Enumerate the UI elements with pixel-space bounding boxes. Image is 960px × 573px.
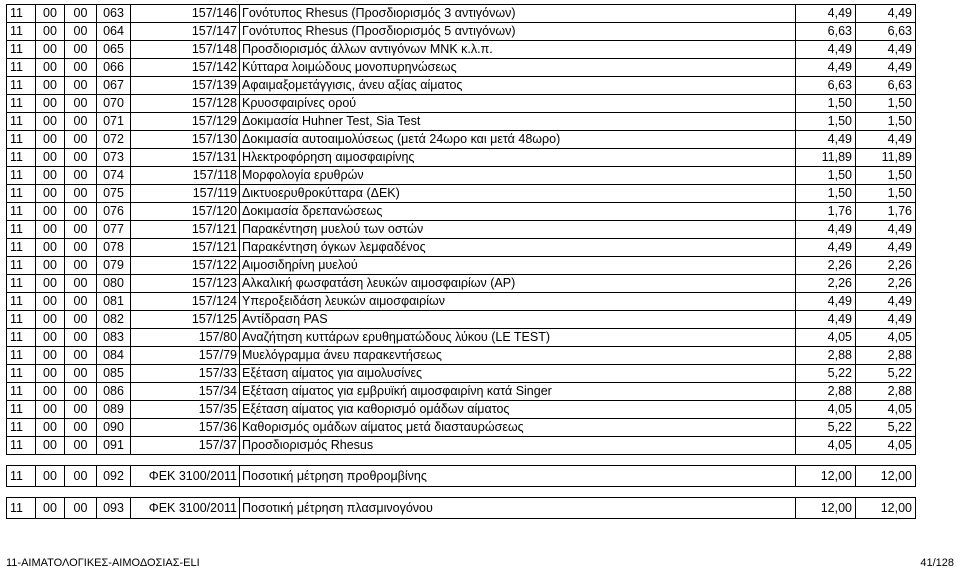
cell-code-part-3: 00 bbox=[65, 498, 97, 519]
cell-reference: 157/119 bbox=[131, 185, 240, 203]
table-row bbox=[7, 293, 916, 311]
cell-description: Δοκιμασία αυτοαιμολύσεως (μετά 24ωρο και μετά 48ωρο) bbox=[240, 131, 796, 149]
cell-price-2: 1,50 bbox=[856, 167, 916, 185]
cell-code-part-1: 11 bbox=[7, 347, 36, 365]
table-row bbox=[7, 77, 916, 95]
cell-description: Αιμοσιδηρίνη μυελού bbox=[240, 257, 796, 275]
cell-price-1: 4,49 bbox=[796, 59, 856, 77]
cell-code-part-1: 11 bbox=[7, 275, 36, 293]
cell-price-1: 1,50 bbox=[796, 185, 856, 203]
cell-price-2: 12,00 bbox=[856, 498, 916, 519]
cell-code-number: 091 bbox=[97, 437, 131, 455]
table-row bbox=[7, 466, 916, 487]
cell-price-1: 4,49 bbox=[796, 311, 856, 329]
cell-code-number: 072 bbox=[97, 131, 131, 149]
cell-description: Υπεροξειδάση λευκών αιμοσφαιρίων bbox=[240, 293, 796, 311]
cell-description: Ποσοτική μέτρηση πλασμινογόνου bbox=[240, 498, 796, 519]
cell-description: Δοκιμασία Huhner Test, Sia Test bbox=[240, 113, 796, 131]
cell-description: Αφαιμαξομετάγγισις, άνευ αξίας αίματος bbox=[240, 77, 796, 95]
table-row bbox=[7, 23, 916, 41]
cell-code-part-3: 00 bbox=[65, 77, 97, 95]
table-row bbox=[7, 95, 916, 113]
cell-price-2: 4,49 bbox=[856, 239, 916, 257]
cell-price-2: 1,76 bbox=[856, 203, 916, 221]
cell-description: Αλκαλική φωσφατάση λευκών αιμοσφαιρίων (AP) bbox=[240, 275, 796, 293]
cell-code-part-1: 11 bbox=[7, 95, 36, 113]
cell-code-part-2: 00 bbox=[36, 365, 65, 383]
cell-description: Κύτταρα λοιμώδους μονοπυρηνώσεως bbox=[240, 59, 796, 77]
cell-code-part-1: 11 bbox=[7, 41, 36, 59]
cell-code-number: 084 bbox=[97, 347, 131, 365]
cell-price-1: 4,05 bbox=[796, 401, 856, 419]
cell-code-part-2: 00 bbox=[36, 77, 65, 95]
cell-code-number: 081 bbox=[97, 293, 131, 311]
cell-price-1: 4,49 bbox=[796, 5, 856, 23]
table-row bbox=[7, 167, 916, 185]
cell-price-2: 2,26 bbox=[856, 275, 916, 293]
cell-code-number: 090 bbox=[97, 419, 131, 437]
cell-reference: 157/129 bbox=[131, 113, 240, 131]
cell-price-2: 4,49 bbox=[856, 41, 916, 59]
cell-price-1: 5,22 bbox=[796, 365, 856, 383]
cell-code-part-3: 00 bbox=[65, 347, 97, 365]
cell-reference: 157/142 bbox=[131, 59, 240, 77]
cell-reference: 157/130 bbox=[131, 131, 240, 149]
cell-code-number: 075 bbox=[97, 185, 131, 203]
cell-price-1: 11,89 bbox=[796, 149, 856, 167]
cell-description: Αντίδραση PAS bbox=[240, 311, 796, 329]
cell-code-part-1: 11 bbox=[7, 131, 36, 149]
cell-price-1: 12,00 bbox=[796, 498, 856, 519]
cell-code-number: 080 bbox=[97, 275, 131, 293]
cell-price-1: 4,49 bbox=[796, 41, 856, 59]
cell-price-2: 11,89 bbox=[856, 149, 916, 167]
cell-code-part-1: 11 bbox=[7, 167, 36, 185]
cell-reference: 157/120 bbox=[131, 203, 240, 221]
cell-code-part-1: 11 bbox=[7, 498, 36, 519]
cell-code-part-1: 11 bbox=[7, 113, 36, 131]
cell-code-number: 078 bbox=[97, 239, 131, 257]
cell-price-1: 6,63 bbox=[796, 23, 856, 41]
cell-description: Ποσοτική μέτρηση προθρομβίνης bbox=[240, 466, 796, 487]
cell-code-part-2: 00 bbox=[36, 293, 65, 311]
cell-description: Εξέταση αίματος για εμβρυϊκή αιμοσφαιρίνη κατά Singer bbox=[240, 383, 796, 401]
table-row bbox=[7, 5, 916, 23]
cell-reference: 157/124 bbox=[131, 293, 240, 311]
cell-code-number: 082 bbox=[97, 311, 131, 329]
cell-price-1: 2,88 bbox=[796, 347, 856, 365]
price-table bbox=[6, 4, 916, 519]
cell-code-part-2: 00 bbox=[36, 167, 65, 185]
cell-code-part-3: 00 bbox=[65, 95, 97, 113]
cell-price-2: 1,50 bbox=[856, 95, 916, 113]
cell-code-part-2: 00 bbox=[36, 419, 65, 437]
cell-price-2: 4,05 bbox=[856, 437, 916, 455]
cell-code-part-1: 11 bbox=[7, 77, 36, 95]
cell-code-part-1: 11 bbox=[7, 293, 36, 311]
table-row bbox=[7, 347, 916, 365]
table-row bbox=[7, 498, 916, 519]
cell-code-part-3: 00 bbox=[65, 203, 97, 221]
cell-code-part-1: 11 bbox=[7, 466, 36, 487]
cell-reference: 157/146 bbox=[131, 5, 240, 23]
cell-code-part-3: 00 bbox=[65, 239, 97, 257]
cell-code-number: 076 bbox=[97, 203, 131, 221]
cell-price-2: 4,49 bbox=[856, 59, 916, 77]
cell-code-part-1: 11 bbox=[7, 23, 36, 41]
cell-code-part-3: 00 bbox=[65, 437, 97, 455]
cell-code-number: 063 bbox=[97, 5, 131, 23]
cell-description: Γονότυπος Rhesus (Προσδιορισμός 5 αντιγόνων) bbox=[240, 23, 796, 41]
row-spacer bbox=[7, 487, 916, 498]
cell-code-part-1: 11 bbox=[7, 149, 36, 167]
cell-code-part-3: 00 bbox=[65, 329, 97, 347]
cell-code-part-2: 00 bbox=[36, 149, 65, 167]
cell-price-2: 5,22 bbox=[856, 419, 916, 437]
spacer-cell bbox=[7, 455, 916, 466]
cell-price-1: 4,05 bbox=[796, 329, 856, 347]
table-row bbox=[7, 383, 916, 401]
cell-price-2: 4,49 bbox=[856, 311, 916, 329]
cell-reference: 157/121 bbox=[131, 221, 240, 239]
cell-reference: 157/147 bbox=[131, 23, 240, 41]
cell-description: Αναζήτηση κυττάρων ερυθηματώδους λύκου (LE TEST) bbox=[240, 329, 796, 347]
cell-code-part-2: 00 bbox=[36, 498, 65, 519]
footer-page-number: 41/128 bbox=[920, 557, 954, 569]
cell-reference: 157/79 bbox=[131, 347, 240, 365]
cell-price-1: 12,00 bbox=[796, 466, 856, 487]
cell-reference: 157/125 bbox=[131, 311, 240, 329]
table-row bbox=[7, 59, 916, 77]
cell-code-part-1: 11 bbox=[7, 5, 36, 23]
cell-code-part-2: 00 bbox=[36, 59, 65, 77]
cell-price-1: 1,50 bbox=[796, 113, 856, 131]
cell-code-part-1: 11 bbox=[7, 203, 36, 221]
cell-reference: 157/35 bbox=[131, 401, 240, 419]
cell-code-number: 070 bbox=[97, 95, 131, 113]
cell-code-part-1: 11 bbox=[7, 221, 36, 239]
cell-reference: 157/118 bbox=[131, 167, 240, 185]
cell-price-2: 6,63 bbox=[856, 23, 916, 41]
table-row bbox=[7, 131, 916, 149]
cell-code-number: 092 bbox=[97, 466, 131, 487]
cell-price-1: 1,50 bbox=[796, 95, 856, 113]
cell-reference: 157/131 bbox=[131, 149, 240, 167]
cell-price-2: 12,00 bbox=[856, 466, 916, 487]
cell-reference: 157/80 bbox=[131, 329, 240, 347]
cell-code-number: 083 bbox=[97, 329, 131, 347]
cell-description: Εξέταση αίματος για αιμολυσίνες bbox=[240, 365, 796, 383]
cell-code-part-1: 11 bbox=[7, 383, 36, 401]
cell-description: Κρυοσφαιρίνες ορού bbox=[240, 95, 796, 113]
cell-code-number: 064 bbox=[97, 23, 131, 41]
cell-code-part-3: 00 bbox=[65, 365, 97, 383]
cell-price-1: 5,22 bbox=[796, 419, 856, 437]
cell-price-2: 2,88 bbox=[856, 347, 916, 365]
cell-code-part-2: 00 bbox=[36, 239, 65, 257]
cell-description: Γονότυπος Rhesus (Προσδιορισμός 3 αντιγόνων) bbox=[240, 5, 796, 23]
cell-description: Μορφολογία ερυθρών bbox=[240, 167, 796, 185]
cell-code-number: 079 bbox=[97, 257, 131, 275]
cell-price-1: 1,50 bbox=[796, 167, 856, 185]
cell-code-part-3: 00 bbox=[65, 5, 97, 23]
cell-price-2: 4,49 bbox=[856, 293, 916, 311]
cell-description: Εξέταση αίματος για καθορισμό ομάδων αίματος bbox=[240, 401, 796, 419]
cell-reference: 157/122 bbox=[131, 257, 240, 275]
cell-code-number: 086 bbox=[97, 383, 131, 401]
table-row bbox=[7, 311, 916, 329]
cell-code-part-3: 00 bbox=[65, 275, 97, 293]
table-row bbox=[7, 365, 916, 383]
table-row bbox=[7, 401, 916, 419]
cell-description: Καθορισμός ομάδων αίματος μετά διασταυρώσεως bbox=[240, 419, 796, 437]
cell-price-1: 2,88 bbox=[796, 383, 856, 401]
table-row bbox=[7, 329, 916, 347]
cell-price-1: 2,26 bbox=[796, 257, 856, 275]
cell-code-number: 093 bbox=[97, 498, 131, 519]
cell-code-part-3: 00 bbox=[65, 59, 97, 77]
cell-reference: 157/34 bbox=[131, 383, 240, 401]
cell-code-part-3: 00 bbox=[65, 131, 97, 149]
table-row bbox=[7, 275, 916, 293]
cell-price-1: 6,63 bbox=[796, 77, 856, 95]
cell-code-part-3: 00 bbox=[65, 221, 97, 239]
cell-reference: 157/128 bbox=[131, 95, 240, 113]
cell-code-part-1: 11 bbox=[7, 239, 36, 257]
table-row bbox=[7, 419, 916, 437]
cell-code-part-3: 00 bbox=[65, 257, 97, 275]
cell-description: Προσδιορισμός άλλων αντιγόνων MNK κ.λ.π. bbox=[240, 41, 796, 59]
cell-price-1: 4,49 bbox=[796, 131, 856, 149]
table-row bbox=[7, 239, 916, 257]
cell-code-part-2: 00 bbox=[36, 329, 65, 347]
cell-code-part-2: 00 bbox=[36, 275, 65, 293]
cell-code-part-2: 00 bbox=[36, 383, 65, 401]
cell-code-number: 089 bbox=[97, 401, 131, 419]
row-spacer bbox=[7, 455, 916, 466]
cell-code-number: 074 bbox=[97, 167, 131, 185]
cell-code-part-3: 00 bbox=[65, 41, 97, 59]
cell-code-part-1: 11 bbox=[7, 257, 36, 275]
cell-code-part-3: 00 bbox=[65, 383, 97, 401]
cell-price-1: 1,76 bbox=[796, 203, 856, 221]
cell-code-part-2: 00 bbox=[36, 203, 65, 221]
cell-reference: 157/123 bbox=[131, 275, 240, 293]
cell-code-part-2: 00 bbox=[36, 311, 65, 329]
table-row bbox=[7, 113, 916, 131]
cell-code-part-2: 00 bbox=[36, 41, 65, 59]
cell-description: Προσδιορισμός Rhesus bbox=[240, 437, 796, 455]
cell-code-part-1: 11 bbox=[7, 419, 36, 437]
cell-price-2: 4,49 bbox=[856, 5, 916, 23]
cell-code-part-2: 00 bbox=[36, 401, 65, 419]
cell-price-2: 2,26 bbox=[856, 257, 916, 275]
cell-code-part-2: 00 bbox=[36, 5, 65, 23]
spacer-cell bbox=[7, 487, 916, 498]
cell-code-part-2: 00 bbox=[36, 131, 65, 149]
cell-price-1: 4,05 bbox=[796, 437, 856, 455]
table-row bbox=[7, 221, 916, 239]
cell-price-2: 4,49 bbox=[856, 131, 916, 149]
cell-price-1: 4,49 bbox=[796, 239, 856, 257]
footer-document-title: 11-ΑΙΜΑΤΟΛΟΓΙΚΕΣ-ΑΙΜΟΔΟΣΙΑΣ-ELI bbox=[6, 557, 200, 569]
cell-code-part-3: 00 bbox=[65, 401, 97, 419]
cell-code-part-3: 00 bbox=[65, 466, 97, 487]
cell-code-part-2: 00 bbox=[36, 95, 65, 113]
cell-description: Δικτυοερυθροκύτταρα (ΔΕΚ) bbox=[240, 185, 796, 203]
cell-code-part-2: 00 bbox=[36, 113, 65, 131]
cell-description: Μυελόγραμμα άνευ παρακεντήσεως bbox=[240, 347, 796, 365]
cell-price-1: 4,49 bbox=[796, 221, 856, 239]
cell-code-part-2: 00 bbox=[36, 185, 65, 203]
cell-code-number: 085 bbox=[97, 365, 131, 383]
cell-reference: ΦΕΚ 3100/2011 bbox=[131, 466, 240, 487]
cell-reference: 157/37 bbox=[131, 437, 240, 455]
cell-code-number: 067 bbox=[97, 77, 131, 95]
cell-price-2: 2,88 bbox=[856, 383, 916, 401]
cell-reference: 157/36 bbox=[131, 419, 240, 437]
table-row bbox=[7, 257, 916, 275]
table-row bbox=[7, 185, 916, 203]
cell-code-part-1: 11 bbox=[7, 59, 36, 77]
cell-code-part-1: 11 bbox=[7, 365, 36, 383]
cell-code-number: 065 bbox=[97, 41, 131, 59]
cell-code-number: 073 bbox=[97, 149, 131, 167]
cell-price-2: 4,05 bbox=[856, 401, 916, 419]
cell-code-part-3: 00 bbox=[65, 419, 97, 437]
cell-price-2: 1,50 bbox=[856, 185, 916, 203]
cell-code-part-1: 11 bbox=[7, 185, 36, 203]
cell-code-part-3: 00 bbox=[65, 311, 97, 329]
cell-code-part-1: 11 bbox=[7, 401, 36, 419]
table-row bbox=[7, 437, 916, 455]
cell-code-number: 077 bbox=[97, 221, 131, 239]
cell-code-part-1: 11 bbox=[7, 329, 36, 347]
cell-reference: 157/148 bbox=[131, 41, 240, 59]
cell-price-1: 2,26 bbox=[796, 275, 856, 293]
cell-code-part-2: 00 bbox=[36, 347, 65, 365]
cell-code-part-2: 00 bbox=[36, 466, 65, 487]
cell-price-2: 1,50 bbox=[856, 113, 916, 131]
cell-code-part-3: 00 bbox=[65, 185, 97, 203]
cell-code-part-1: 11 bbox=[7, 437, 36, 455]
cell-code-part-2: 00 bbox=[36, 23, 65, 41]
cell-code-part-3: 00 bbox=[65, 23, 97, 41]
cell-description: Δοκιμασία δρεπανώσεως bbox=[240, 203, 796, 221]
cell-price-2: 5,22 bbox=[856, 365, 916, 383]
cell-code-part-2: 00 bbox=[36, 221, 65, 239]
cell-code-number: 071 bbox=[97, 113, 131, 131]
cell-code-part-1: 11 bbox=[7, 311, 36, 329]
cell-code-part-3: 00 bbox=[65, 293, 97, 311]
table-row bbox=[7, 149, 916, 167]
table-row bbox=[7, 41, 916, 59]
cell-description: Παρακέντηση όγκων λεμφαδένος bbox=[240, 239, 796, 257]
cell-reference: ΦΕΚ 3100/2011 bbox=[131, 498, 240, 519]
table-row bbox=[7, 203, 916, 221]
cell-code-part-2: 00 bbox=[36, 437, 65, 455]
cell-price-2: 4,49 bbox=[856, 221, 916, 239]
cell-price-2: 4,05 bbox=[856, 329, 916, 347]
cell-reference: 157/139 bbox=[131, 77, 240, 95]
cell-price-1: 4,49 bbox=[796, 293, 856, 311]
cell-code-part-3: 00 bbox=[65, 149, 97, 167]
cell-code-part-3: 00 bbox=[65, 167, 97, 185]
cell-code-part-3: 00 bbox=[65, 113, 97, 131]
cell-description: Ηλεκτροφόρηση αιμοσφαιρίνης bbox=[240, 149, 796, 167]
cell-reference: 157/121 bbox=[131, 239, 240, 257]
cell-code-number: 066 bbox=[97, 59, 131, 77]
cell-reference: 157/33 bbox=[131, 365, 240, 383]
cell-price-2: 6,63 bbox=[856, 77, 916, 95]
cell-description: Παρακέντηση μυελού των οστών bbox=[240, 221, 796, 239]
cell-code-part-2: 00 bbox=[36, 257, 65, 275]
